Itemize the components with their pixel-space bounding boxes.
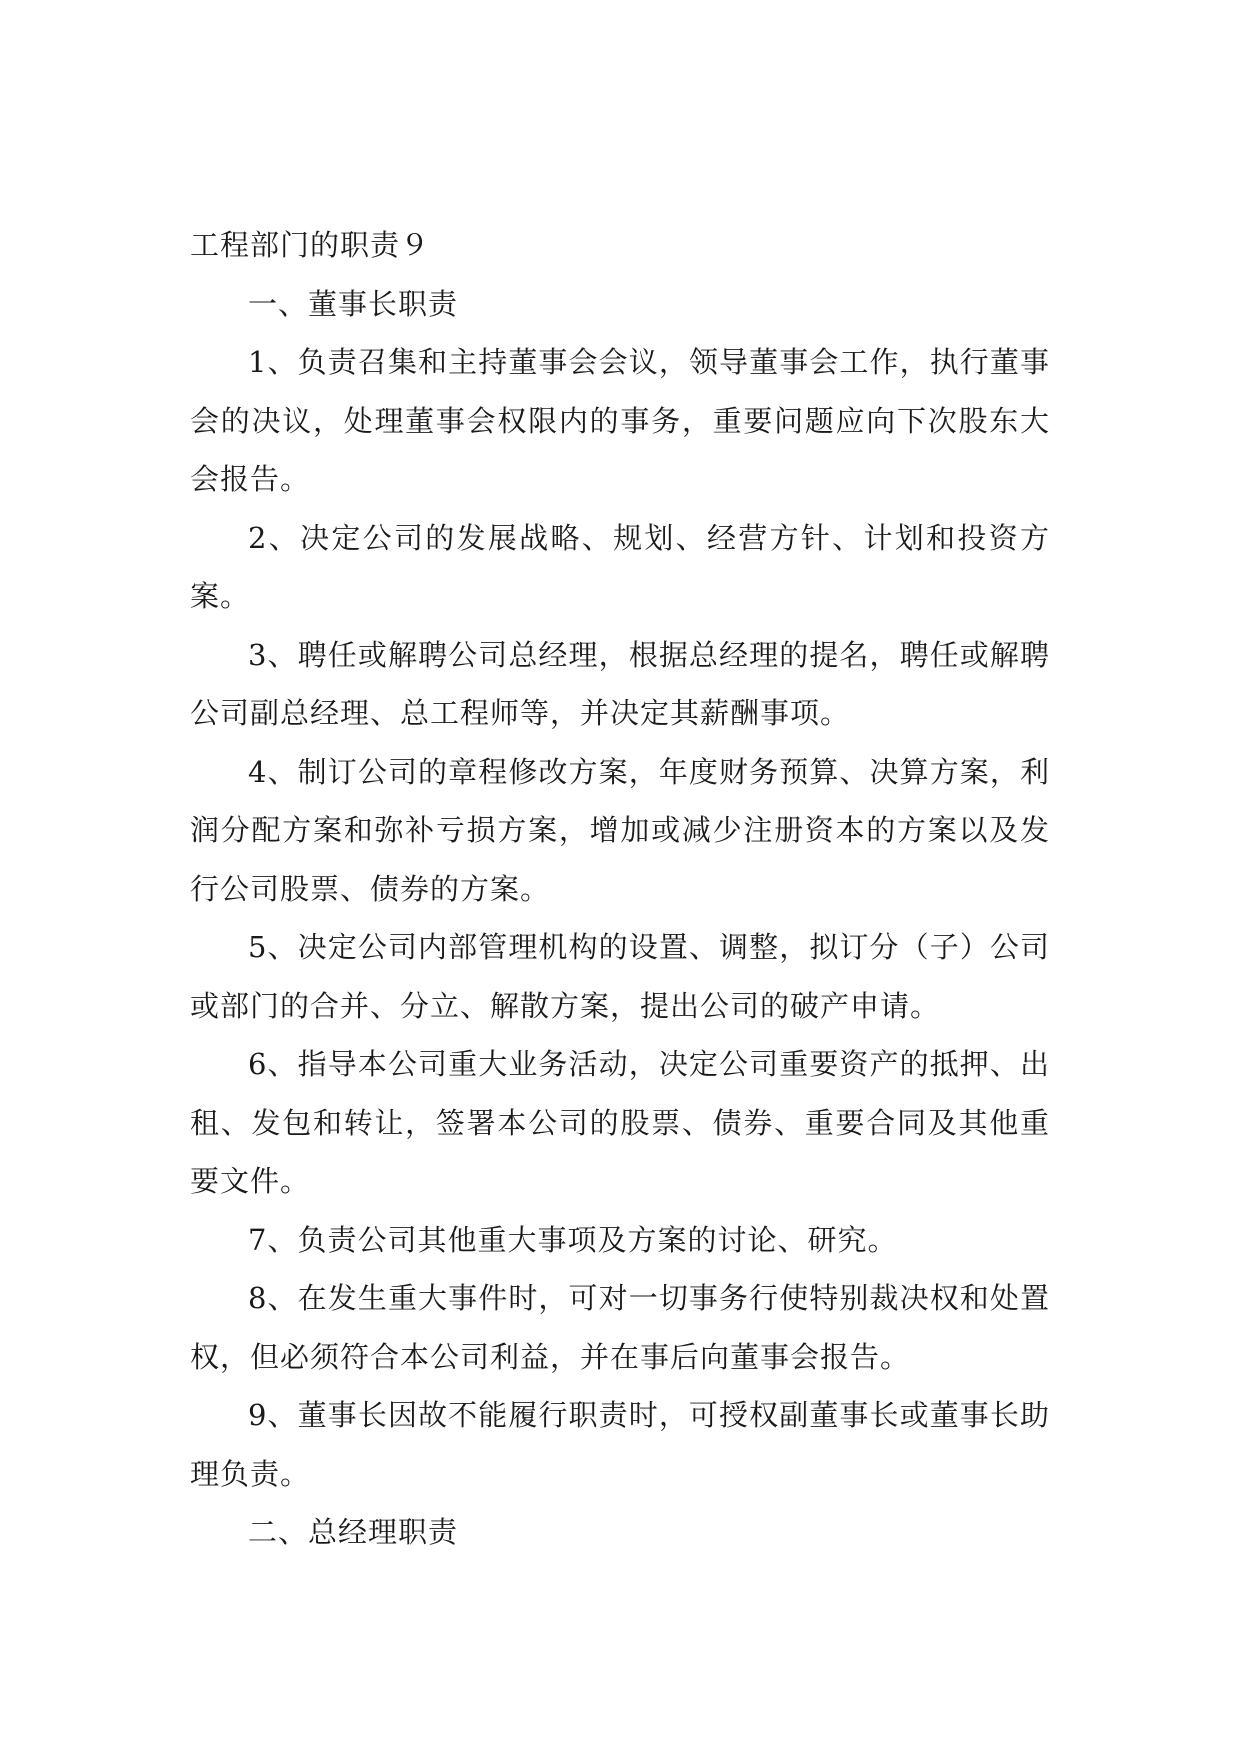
- section-heading-chairman: 一、董事长职责: [248, 286, 459, 321]
- duty-item-6: 6、指导本公司重大业务活动，决定公司重要资产的抵押、出租、发包和转让，签署本公司的股票、债券、重要合同及其他重要文件。: [190, 1047, 1050, 1198]
- duty-item-5: 5、决定公司内部管理机构的设置、调整，拟订分（子）公司或部门的合并、分立、解散方案，提出公司的破产申请。: [190, 930, 1050, 1023]
- duty-item-4: 4、制订公司的章程修改方案，年度财务预算、决算方案，利润分配方案和弥补亏损方案，增加或减少注册资本的方案以及发行公司股票、债券的方案。: [190, 754, 1050, 906]
- duty-item-9: 9、董事长因故不能履行职责时，可授权副董事长或董事长助理负责。: [190, 1398, 1050, 1491]
- duty-item-7: 7、负责公司其他重大事项及方案的讨论、研究。: [248, 1222, 898, 1257]
- duty-item-2: 2、决定公司的发展战略、规划、经营方针、计划和投资方案。: [190, 520, 1050, 613]
- section-heading-general-manager: 二、总经理职责: [248, 1515, 459, 1549]
- document-title: 工程部门的职责９: [190, 228, 431, 262]
- document-body: [190, 216, 1050, 1562]
- duty-item-8: 8、在发生重大事件时，可对一切事务行使特别裁决权和处置权，但必须符合本公司利益，并在事后向董事会报告。: [190, 1281, 1050, 1374]
- duty-item-3: 3、聘任或解聘公司总经理，根据总经理的提名，聘任或解聘公司副总经理、总工程师等，并决定其薪酬事项。: [190, 637, 1050, 730]
- duty-item-1: 1、负责召集和主持董事会会议，领导董事会工作，执行董事会的决议，处理董事会权限内的事务，重要问题应向下次股东大会报告。: [190, 345, 1050, 496]
